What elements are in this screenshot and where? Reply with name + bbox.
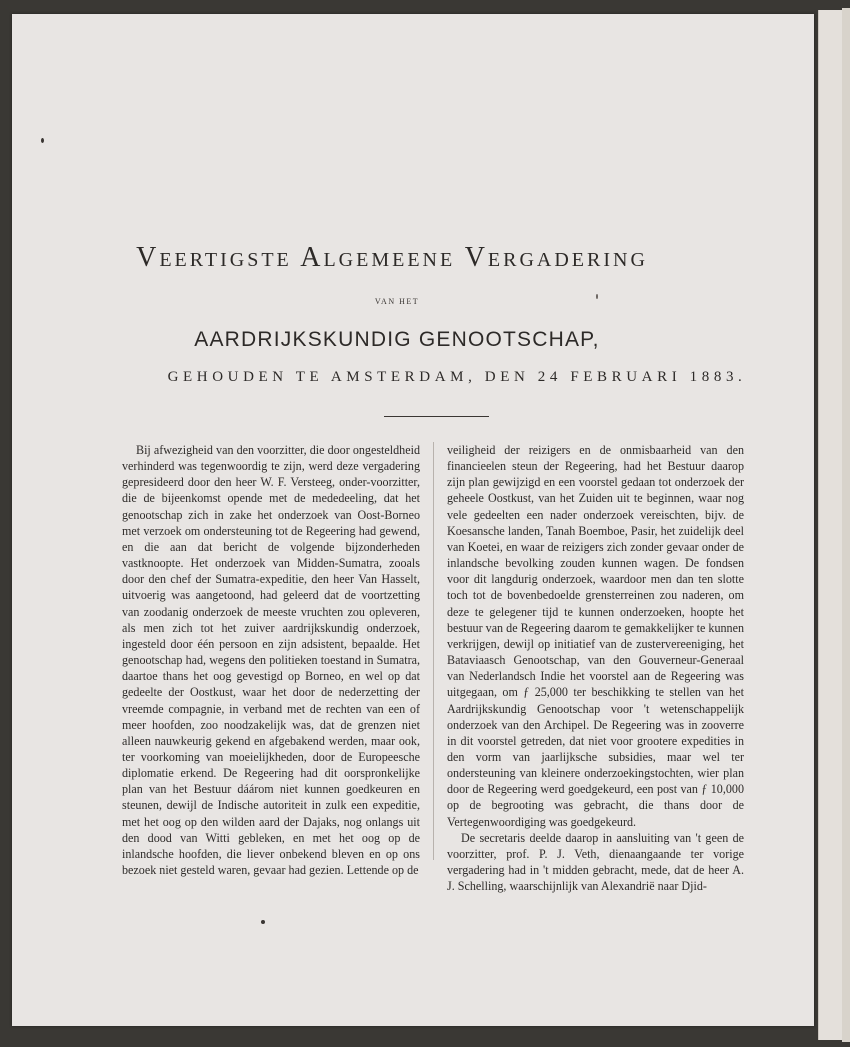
left-column [122, 442, 420, 878]
society-name: AARDRIJKSKUNDIG GENOOTSCHAP, [194, 328, 600, 351]
left-paragraph: Bij afwezigheid van den voorzitter, die door ongesteldheid verhinderd was tegenwoordig te zijn, werd deze vergadering gepresideerd door den heer W. F. Versteeg, onder-voorzitter, die de bijeenkomst opende met de mededeeling, dat het genootschap zich in zake het onderzoek van Oost-Borneo met verzoek om ondersteuning tot de Regeering had gewend, en die aan dat bericht de volgende bijzonderheden vastknoopte. Het onderzoek van Midden-Sumatra, zooals door den chef der Sumatra-expeditie, den heer Van Hasselt, uitvoerig was aangetoond, had geleerd dat de voortzetting van zoodanig onderzoek de meeste vruchten zou opleveren, als men zich tot het zuiver aardrijkskundig onderzoek, ingesteld door één persoon en zijn adsistent, bepaalde. Het genootschap had, wegens den politieken toestand in Sumatra, daartoe thans het oog gevestigd op Borneo, en wel op dat gedeelte der Oostkust, waar het door de nederzetting der vreemde compagnie, in verband met de rechten van een of meer hoofden, zoo noodzakelijk was, dat de grenzen niet alleen nauwkeurig gekend en afgebakend werden, maar ook, ter voorkoming van moeielijkheden, door de Europeesche diplomatie erkend. De Regeering had dit oorspronkelijke plan van het Bestuur dáárom niet kunnen goedkeuren en steunen, dewijl de Indische autoriteit in zulk een expeditie, met het oog op den wilden aard der Dajaks, nog onlangs uit den dood van Witti gebleken, en met het oog op de inlandsche hoofden, die liever onbekend bleven en op ons bezoek niet gesteld waren, gevaar had gezien. Lettende op de [122, 443, 420, 878]
right-paragraph-continued: veiligheid der reizigers en de onmisbaarheid van den financieelen steun der Regeering, had het Bestuur daarop zijn plan gewijzigd en een voorstel gedaan tot onderzoek der geheele Oostkust, van het Zuiden uit te beginnen, waar nog vele gedeelten een nader onderzoek vereischten, bijv. de Koesansche landen, Tanah Boemboe, Pasir, het zuidelijk deel van Koetei, en waar de reizigers zich zonder gevaar onder de inlandsche bevolking zouden kunnen wagen. De fondsen voor dit langdurig onderzoek, waardoor men dan ten slotte toch tot de bovenbedoelde grensterreinen zou naderen, om deze te gelegener tijd te kunnen onderzoeken, hoopte het bestuur van de Regeering daarom te gemakkelijker te kunnen verkrijgen, dewijl op initiatief van de zustervereeniging, het Bataviaasch Genootschap, van den Gouverneur-Generaal van Nederlandsch Indie het voorstel aan de Regeering was uitgegaan, om ƒ 25,000 ter beschikking te stellen van het Aardrijkskundig Genootschap voor 't wetenschappelijk onderzoek van den Archipel. De Regeering was in zooverre in dit voorstel getreden, dat niet voor grootere expedities in den vorm van jaarlijksche subsidies, maar wel ter ondersteuning van kleinere onderzoekingstochten, wier plan door de Regeering werd goedgekeurd, een post van ƒ 10,000 op de begrooting was gebracht, die thans door de Vertegenwoordiging was goedgekeurd. [447, 443, 744, 829]
adjacent-page-shadow [842, 8, 850, 1042]
paper-speck [261, 920, 265, 924]
title-divider [384, 416, 489, 417]
paper-speck [596, 294, 598, 299]
document-title: Veertigste Algemeene Vergadering [136, 242, 648, 273]
right-column [447, 442, 744, 894]
meeting-date-line: GEHOUDEN TE AMSTERDAM, DEN 24 FEBRUARI 1883. [167, 369, 747, 385]
column-divider [433, 442, 434, 860]
document-page [12, 14, 814, 1026]
subtitle-connector: VAN HET [374, 297, 420, 306]
paper-speck [41, 138, 44, 143]
right-paragraph: De secretaris deelde daarop in aansluiting van 't geen de voorzitter, prof. P. J. Veth, dienaangaande ter vorige vergadering had in 't midden gebracht, mede, dat de heer A. J. Schelling, waarschijnlijk van Alexandrië naar Djid- [447, 830, 744, 894]
